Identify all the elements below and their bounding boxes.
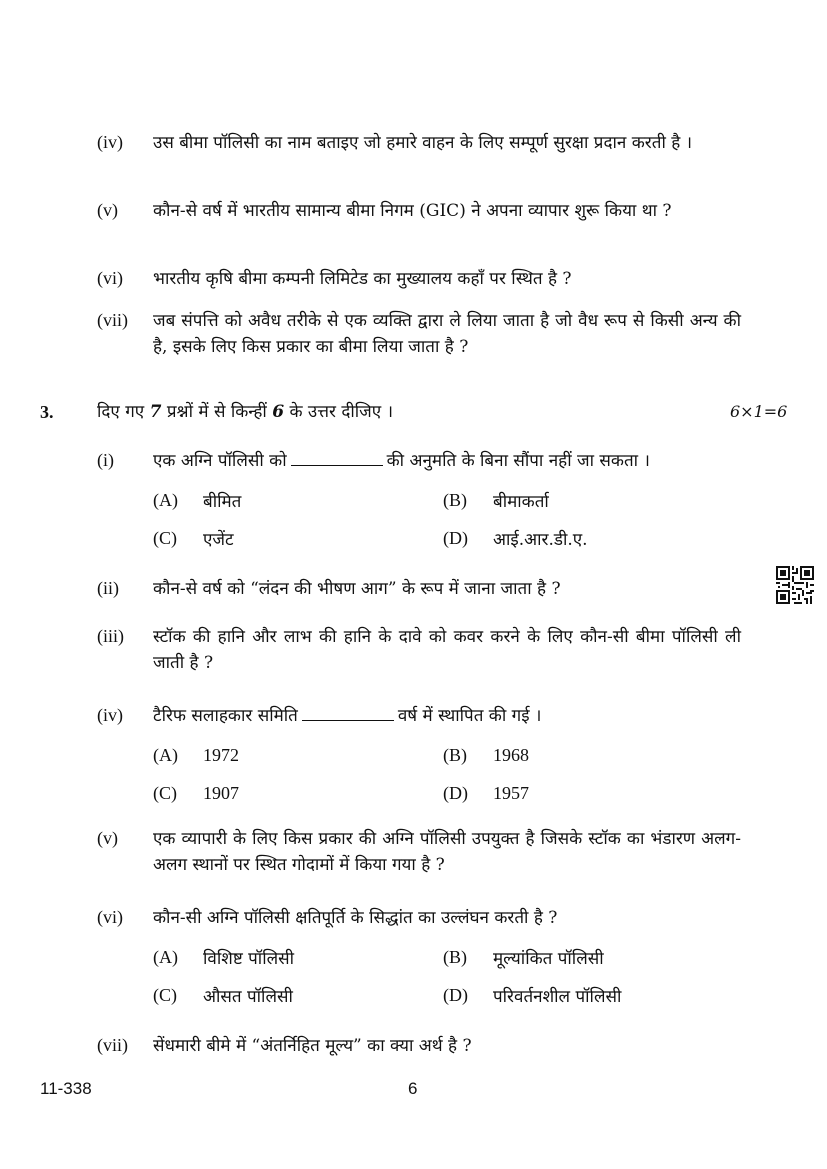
q3-vi-option-label: (B) [443,947,467,967]
q3-instruction [97,399,393,425]
q3-iv-option-text: 1968 [493,745,529,765]
q2-iv-number: (iv) [97,132,123,152]
q3-iv-option-text: 1907 [203,783,239,803]
q3-i-option-text: बीमाकर्ता [493,492,549,512]
q3-iv-option-text: 1957 [493,783,529,803]
q3-vi-option-text: औसत पॉलिसी [203,987,293,1007]
q3-iv-option-label: (C) [153,783,177,803]
q2-v-text: कौन-से वर्ष में भारतीय सामान्य बीमा निगम (GIC) ने अपना व्यापार शुरू किया था ? [153,201,672,221]
q3-i-option-label: (D) [443,528,468,548]
q3-ii-number: (ii) [97,578,119,598]
q3-ii-text: कौन-से वर्ष को “लंदन की भीषण आग” के रूप में जाना जाता है ? [153,579,561,599]
q3-iv-blank [302,706,394,721]
q3-vii-text: सेंधमारी बीमे में “अंतर्निहित मूल्य” का क्या अर्थ है ? [153,1036,472,1056]
q3-vi-option-text: परिवर्तनशील पॉलिसी [493,987,622,1007]
q3-vi-number: (vi) [97,907,123,927]
q3-iv-option-text: 1972 [203,745,239,765]
q3-vii-number: (vii) [97,1035,128,1055]
page-number: 6 [408,1079,418,1098]
q3-iv-text [153,703,541,729]
q3-instruction-part: के उत्तर दीजिए । [284,402,394,422]
q3-iv-option-label: (B) [443,745,467,765]
q2-vii-number: (vii) [97,310,128,330]
q3-vi-option-text: विशिष्ट पॉलिसी [203,949,295,969]
paper-code: 11-338 [40,1079,92,1098]
q2-v-number: (v) [97,200,118,220]
q3-vi-text: कौन-सी अग्नि पॉलिसी क्षतिपूर्ति के सिद्धांत का उल्लंघन करती है ? [153,908,558,928]
qr-code [776,566,814,604]
q3-iv-option-label: (A) [153,745,178,765]
q3-vi-option-label: (C) [153,985,177,1005]
q3-i-number: (i) [97,450,114,470]
q3-i-blank [291,451,383,466]
q3-i-option-label: (B) [443,490,467,510]
q3-iv-text-post: वर्ष में स्थापित की गई । [397,706,542,726]
q3-marks: 6×1=6 [730,402,788,421]
q3-v-number: (v) [97,828,118,848]
q3-instruction-part: प्रश्नों में से किन्हीं [161,402,273,422]
q3-i-option-label: (C) [153,528,177,548]
q3-i-option-text: आई.आर.डी.ए. [493,530,588,550]
q3-number: 3. [40,402,54,422]
q3-i-text-pre: एक अग्नि पॉलिसी को [153,451,287,471]
q3-iv-option-label: (D) [443,783,468,803]
q2-vii-text: जब संपत्ति को अवैध तरीके से एक व्यक्ति द्वारा ले लिया जाता है जो वैध रूप से किसी अन्य की है, इसके लिए किस प्रकार का बीमा लिया जाता है ? [153,311,741,357]
q3-instruction-part: दिए गए [97,402,150,422]
q3-vi-option-label: (D) [443,985,468,1005]
q3-iii-text: स्टॉक की हानि और लाभ की हानि के दावे को कवर करने के लिए कौन-सी बीमा पॉलिसी ली जाती है ? [153,627,741,673]
q3-iii-number: (iii) [97,626,124,646]
q2-iv-text: उस बीमा पॉलिसी का नाम बताइए जो हमारे वाहन के लिए सम्पूर्ण सुरक्षा प्रदान करती है । [153,133,693,153]
q3-vi-option-label: (A) [153,947,178,967]
q3-i-text-post: की अनुमति के बिना सौंपा नहीं जा सकता । [386,451,650,471]
q3-vi-option-text: मूल्यांकित पॉलिसी [493,949,604,969]
q3-instruction-count-total: 7 [149,402,162,422]
q3-i-option-text: एजेंट [203,530,234,550]
q3-i-text [153,448,650,474]
q3-i-option-text: बीमित [203,492,242,512]
q2-vi-text: भारतीय कृषि बीमा कम्पनी लिमिटेड का मुख्यालय कहाँ पर स्थित है ? [153,269,572,289]
q3-iv-number: (iv) [97,705,123,725]
q3-v-text: एक व्यापारी के लिए किस प्रकार की अग्नि पॉलिसी उपयुक्त है जिसके स्टॉक का भंडारण अलग-अलग स्थानों पर स्थित गोदामों में किया गया है ? [153,829,741,875]
q3-instruction-count-answer: 6 [272,402,285,422]
q3-iv-text-pre: टैरिफ सलाहकार समिति [153,706,298,726]
q2-vi-number: (vi) [97,268,123,288]
q3-i-option-label: (A) [153,490,178,510]
